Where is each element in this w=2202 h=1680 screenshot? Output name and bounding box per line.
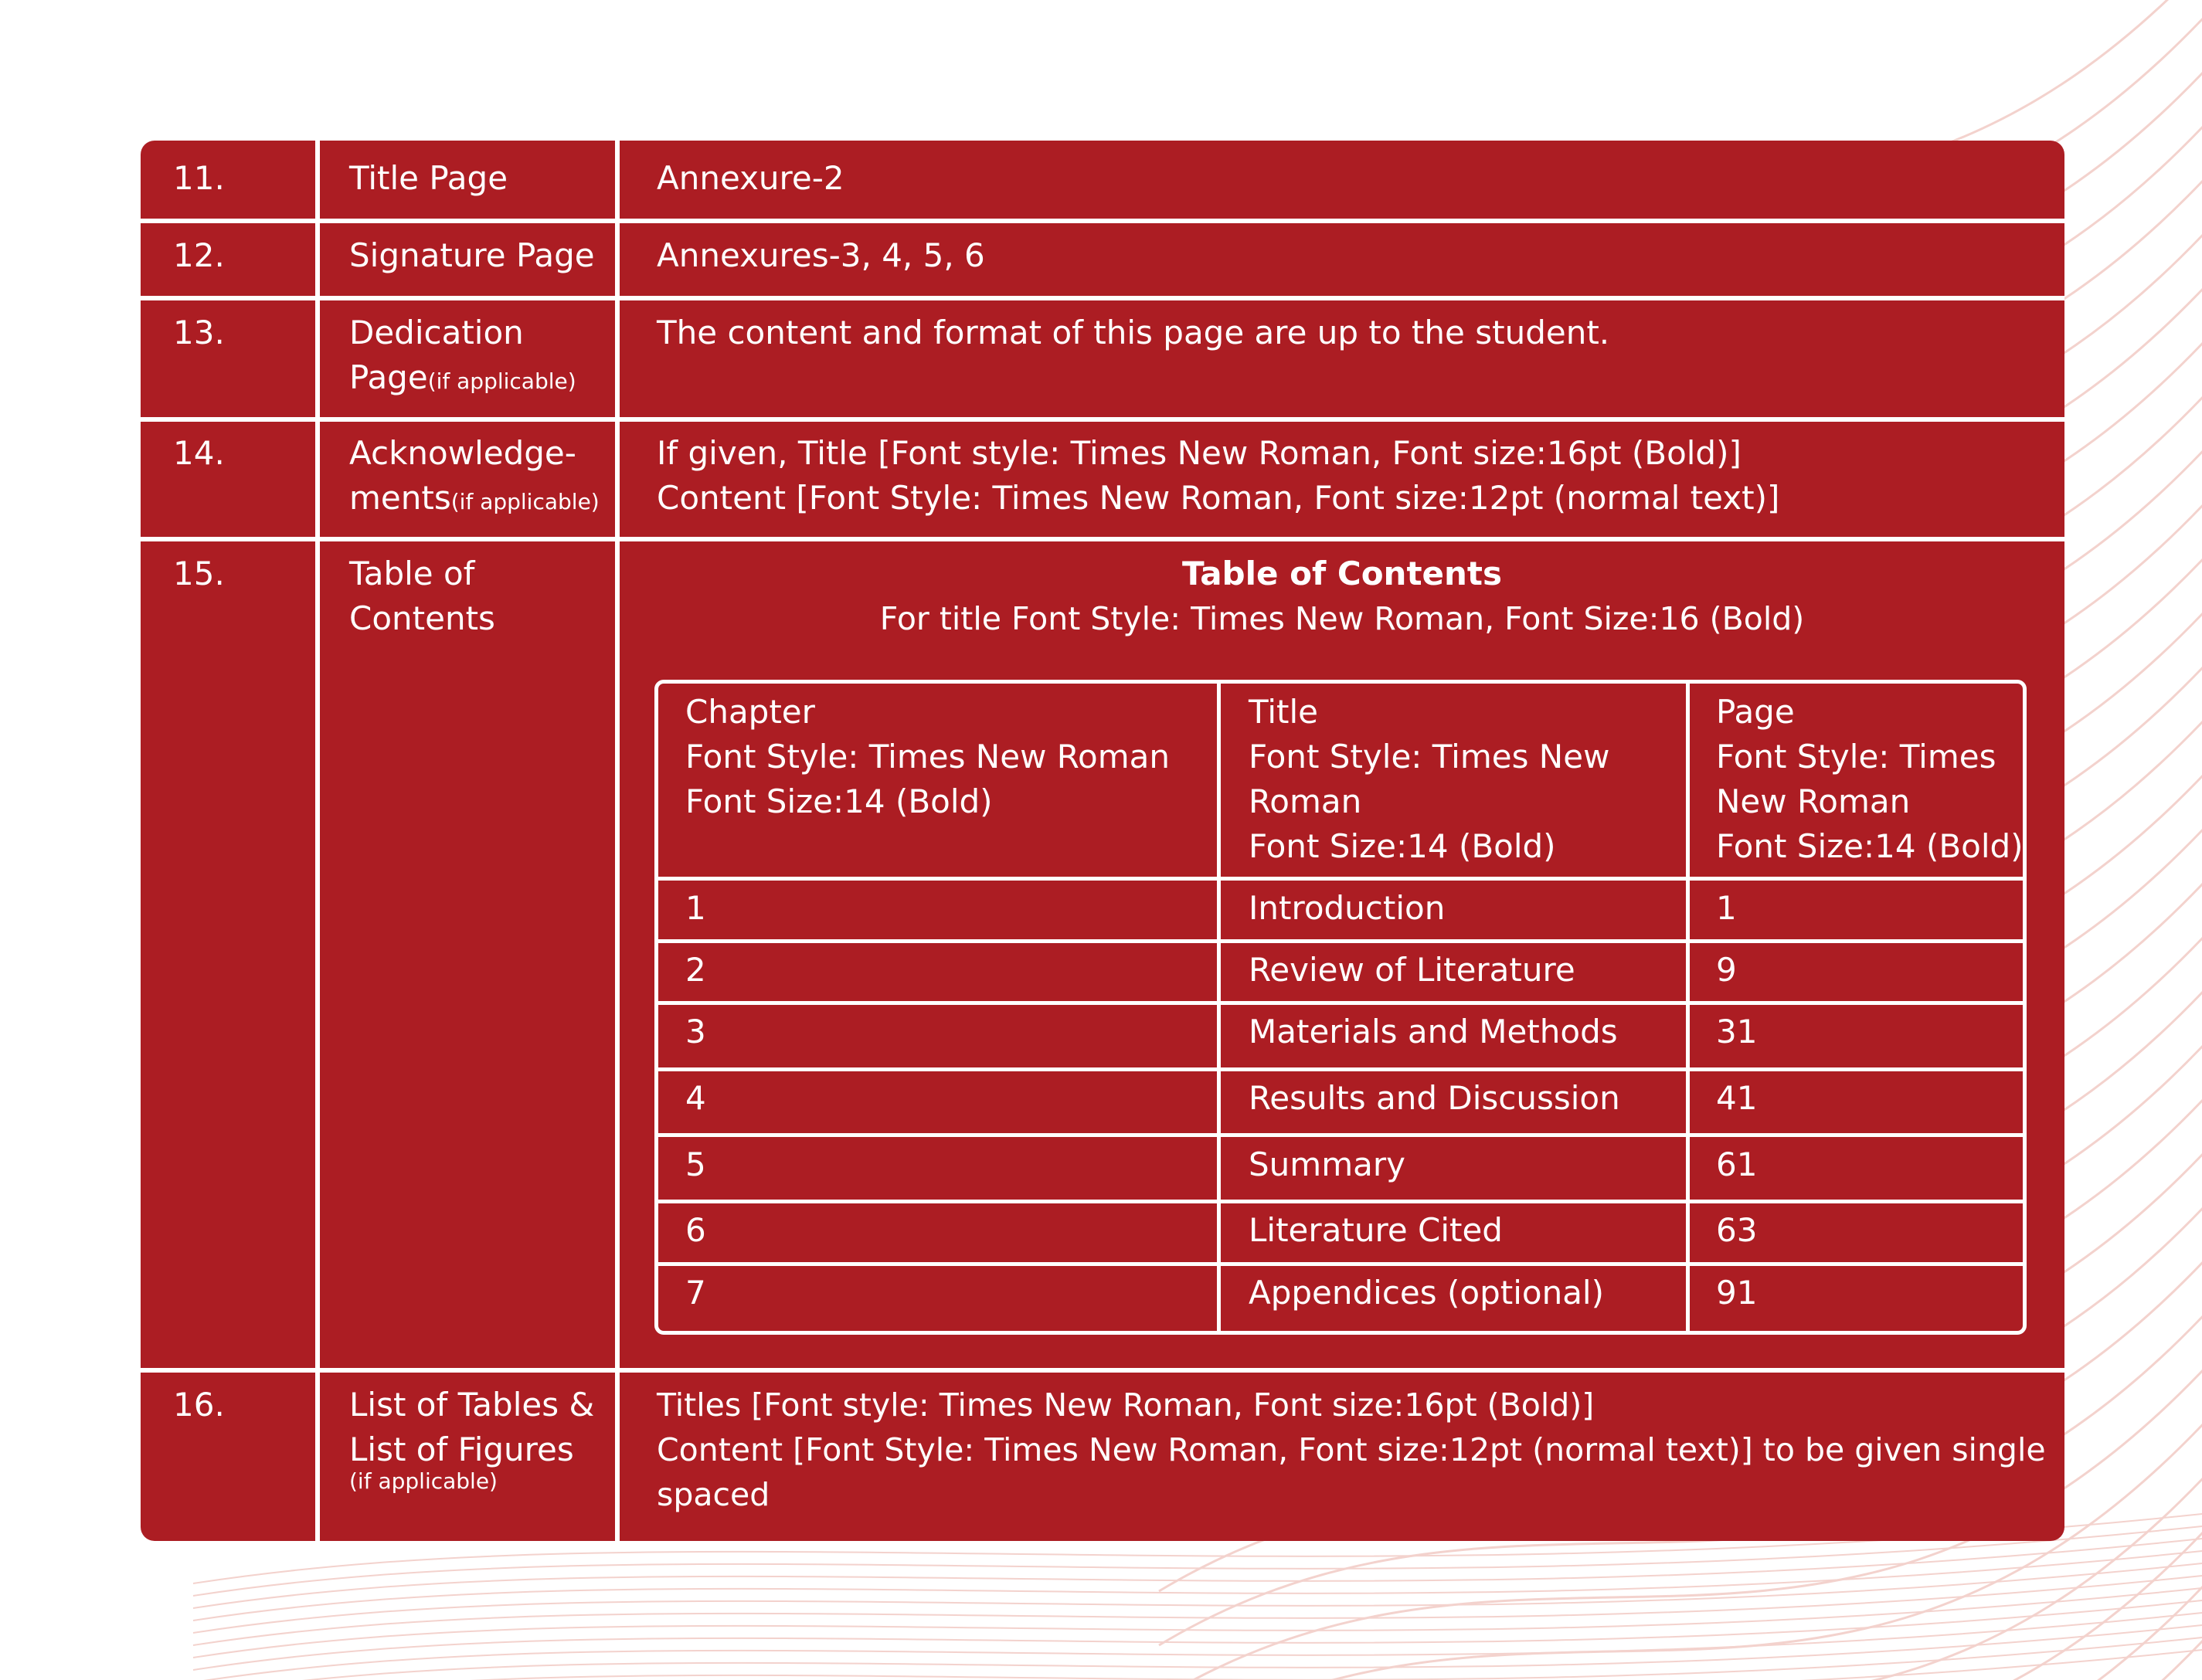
toc-column-divider	[1217, 684, 1221, 1331]
row-number: 12.	[173, 236, 225, 274]
row-divider	[141, 537, 2064, 541]
row-divider	[141, 1368, 2064, 1373]
toc-header-page	[1716, 690, 2024, 869]
toc-page-cell: 63	[1716, 1211, 1758, 1249]
column-divider	[615, 141, 620, 1541]
row-content-line: Content [Font Style: Times New Roman, Font size:12pt (normal text)]	[657, 479, 1780, 517]
toc-header-line: Chapter	[685, 693, 815, 731]
toc-chapter-cell: 7	[685, 1274, 706, 1312]
toc-chapter-cell: 4	[685, 1079, 706, 1117]
row-number: 14.	[173, 434, 225, 472]
row-label-text: ments	[349, 479, 451, 517]
toc-header-line: Roman	[1249, 782, 1362, 820]
row-label-text: Page	[349, 358, 428, 396]
toc-header-title	[1249, 690, 1609, 869]
row-number: 11.	[173, 159, 225, 197]
row-number: 13.	[173, 314, 225, 351]
toc-title-cell: Results and Discussion	[1249, 1079, 1620, 1117]
toc-header-line: Title	[1249, 693, 1319, 731]
toc-row-divider	[658, 1262, 2023, 1266]
toc-page-cell: 91	[1716, 1274, 1758, 1312]
row-content-line: Titles [Font style: Times New Roman, Font size:16pt (Bold)]	[657, 1386, 1595, 1424]
row-divider	[141, 219, 2064, 223]
row-label-line: Acknowledge-	[349, 434, 576, 472]
wave-line	[1159, 1653, 2202, 1680]
toc-header-line: New Roman	[1716, 782, 1911, 820]
row-label-note: (if applicable)	[427, 368, 576, 394]
toc-row-divider	[658, 939, 2023, 943]
toc-title-cell: Review of Literature	[1249, 951, 1575, 989]
toc-row-divider	[658, 1067, 2023, 1071]
toc-heading: Table of Contents	[1181, 555, 1502, 592]
toc-header-line: Font Style: Times New	[1249, 738, 1610, 776]
row-label-note: (if applicable)	[349, 1468, 498, 1494]
toc-header-line: Page	[1716, 693, 1795, 731]
row-label-line: Dedication	[349, 314, 524, 351]
toc-subheading: For title Font Style: Times New Roman, Font Size:16 (Bold)	[879, 600, 1805, 637]
row-number: 16.	[173, 1386, 225, 1424]
row-content-line: Content [Font Style: Times New Roman, Font size:12pt (normal text)] to be given single	[657, 1431, 2046, 1468]
toc-header-line: Font Size:14 (Bold)	[685, 782, 993, 820]
toc-row-divider	[658, 1133, 2023, 1137]
toc-chapter-cell: 5	[685, 1145, 706, 1183]
toc-chapter-cell: 6	[685, 1211, 706, 1249]
row-content-line: spaced	[657, 1476, 770, 1513]
toc-page-cell: 61	[1716, 1145, 1758, 1183]
toc-title-cell: Introduction	[1249, 889, 1446, 927]
row-content: The content and format of this page are up to the student.	[657, 314, 1610, 351]
toc-row-divider	[658, 1200, 2023, 1203]
wave-line	[193, 1539, 2202, 1608]
row-label-line: Table of	[349, 555, 475, 592]
toc-header-line: Font Style: Times	[1716, 738, 1996, 776]
wave-line	[193, 1600, 2202, 1670]
row-content-line: If given, Title [Font style: Times New Roman, Font size:16pt (Bold)]	[657, 434, 1742, 472]
toc-header-line: Font Style: Times New Roman	[685, 738, 1171, 776]
toc-page-cell: 1	[1716, 889, 1737, 927]
row-content: Annexures-3, 4, 5, 6	[657, 236, 985, 274]
toc-title-cell: Summary	[1249, 1145, 1405, 1183]
column-divider	[315, 141, 320, 1541]
row-label-line: List of Figures	[349, 1431, 574, 1468]
toc-page-cell: 31	[1716, 1013, 1758, 1050]
row-label-note: (if applicable)	[450, 489, 600, 514]
toc-chapter-cell: 3	[685, 1013, 706, 1050]
row-label-line	[349, 355, 576, 404]
row-label: Signature Page	[349, 236, 595, 274]
requirements-table	[141, 141, 2064, 1541]
toc-header-chapter	[685, 690, 1170, 824]
row-label-line: Contents	[349, 599, 495, 637]
toc-column-divider	[1686, 684, 1690, 1331]
wave-line	[193, 1551, 2202, 1621]
toc-chapter-cell: 2	[685, 951, 706, 989]
toc-page-cell: 41	[1716, 1079, 1758, 1117]
row-divider	[141, 417, 2064, 422]
toc-header-line: Font Size:14 (Bold)	[1249, 827, 1556, 865]
row-number: 15.	[173, 555, 225, 592]
wave-line	[193, 1625, 2202, 1680]
wave-line	[193, 1576, 2202, 1645]
row-content: Annexure-2	[657, 159, 844, 197]
row-divider	[141, 296, 2064, 300]
toc-title-cell: Appendices (optional)	[1249, 1274, 1604, 1312]
toc-row-divider	[658, 877, 2023, 881]
toc-header-line: Font Size:14 (Bold)	[1716, 827, 2024, 865]
row-label: Title Page	[349, 159, 508, 197]
row-label-line: List of Tables &	[349, 1386, 595, 1424]
row-label-line	[349, 476, 600, 524]
toc-table	[654, 680, 2027, 1335]
toc-title-cell: Materials and Methods	[1249, 1013, 1618, 1050]
toc-title-cell: Literature Cited	[1249, 1211, 1503, 1249]
toc-page-cell: 9	[1716, 951, 1737, 989]
toc-chapter-cell: 1	[685, 889, 706, 927]
toc-row-divider	[658, 1001, 2023, 1005]
